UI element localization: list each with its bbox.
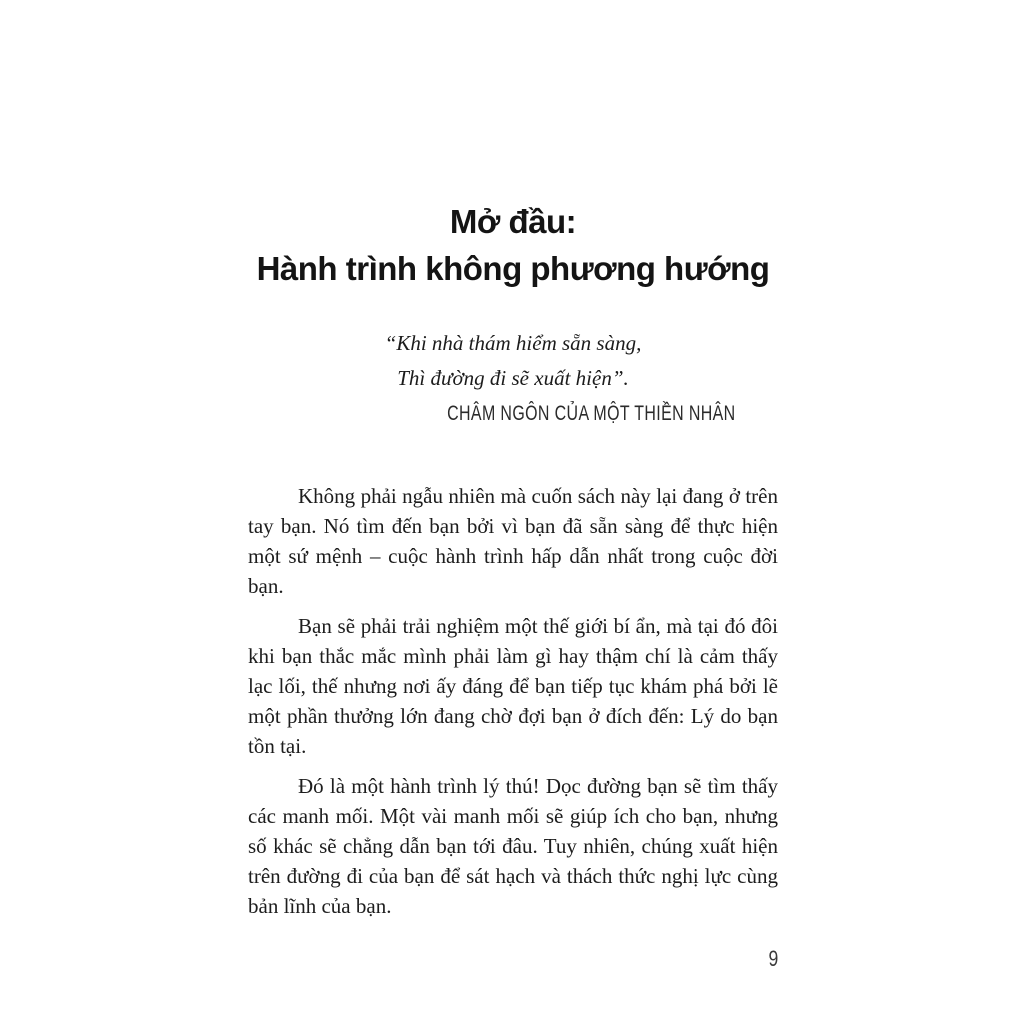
page-number-value: 9 xyxy=(768,946,778,971)
chapter-title-line2: Hành trình không phương hướng xyxy=(256,250,770,288)
chapter-title-line1: Mở đầu: xyxy=(449,203,577,241)
page-number xyxy=(248,946,778,972)
epigraph-quote-line2: Thì đường đi sẽ xuất hiện”. xyxy=(397,366,629,390)
paragraph-3: Đó là một hành trình lý thú! Dọc đường bạn sẽ tìm thấy các manh mối. Một vài manh mối sẽ giúp ích cho bạn, nhưng số khác sẽ chẳng dẫn bạn tới đâu. Tuy nhiên, chúng xuất hiện trên đường đi của bạn để sát hạch và thách thức nghị lực cùng bản lĩnh của bạn. xyxy=(248,774,778,918)
body-text xyxy=(248,481,778,931)
paragraph-2: Bạn sẽ phải trải nghiệm một thế giới bí ẩn, mà tại đó đôi khi bạn thắc mắc mình phải làm gì hay thậm chí là cảm thấy lạc lối, thế nhưng nơi ấy đáng để bạn tiếp tục khám phá bởi lẽ một phần thưởng lớn đang chờ đợi bạn ở đích đến: Lý do bạn tồn tại. xyxy=(248,614,778,758)
epigraph-quote xyxy=(248,326,778,396)
epigraph-quote-line1: “Khi nhà thám hiểm sẵn sàng, xyxy=(384,331,642,355)
chapter-title xyxy=(198,198,828,292)
epigraph-attribution-text: CHÂM NGÔN CỦA MỘT THIỀN NHÂN xyxy=(447,402,736,425)
paragraph-1: Không phải ngẫu nhiên mà cuốn sách này lại đang ở trên tay bạn. Nó tìm đến bạn bởi vì bạn đã sẵn sàng để thực hiện một sứ mệnh – cuộc hành trình hấp dẫn nhất trong cuộc đời bạn. xyxy=(248,484,778,598)
epigraph-attribution xyxy=(248,402,778,426)
